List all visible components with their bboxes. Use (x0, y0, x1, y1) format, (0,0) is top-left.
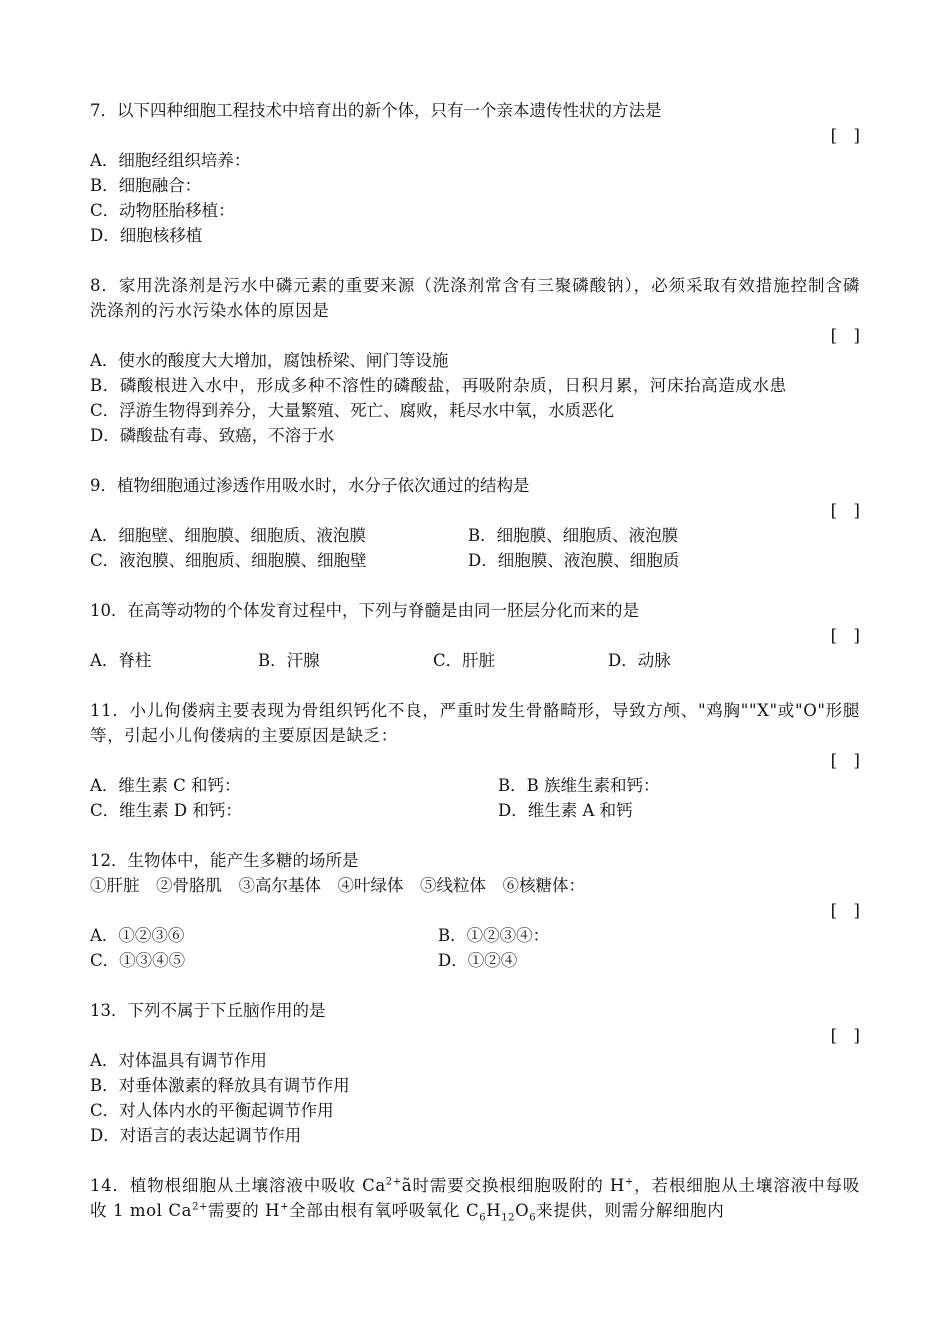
question-9 (90, 473, 860, 573)
question-stem: 10．在高等动物的个体发育过程中，下列与脊髓是由同一胚层分化而来的是 (90, 601, 639, 620)
answer-bracket: [ ] (830, 501, 860, 520)
option-c: C．对人体内水的平衡起调节作用 (90, 1101, 334, 1120)
question-stem: 11．小儿佝偻病主要表现为骨组织钙化不良，严重时发生骨骼畸形，导致方颅、"鸡胸""X"或"O"形腿等，引起小儿佝偻病的主要原因是缺乏： (90, 701, 860, 745)
answer-bracket: [ ] (830, 626, 860, 645)
option-a: A．细胞经组织培养： (90, 151, 251, 170)
question-8 (90, 273, 860, 448)
option-c: C．液泡膜、细胞质、细胞膜、细胞壁 (90, 551, 367, 570)
option-a: A．使水的酸度大大增加，腐蚀桥梁、闸门等设施 (90, 351, 449, 370)
question-7 (90, 98, 860, 248)
option-d: D．对语言的表达起调节作用 (90, 1126, 302, 1145)
option-d: D．细胞膜、液泡膜、细胞质 (468, 551, 680, 570)
option-b: B．细胞膜、细胞质、液泡膜 (468, 526, 679, 545)
option-c: C．浮游生物得到养分，大量繁殖、死亡、腐败，耗尽水中氧，水质恶化 (90, 401, 615, 420)
option-b: B．细胞融合： (90, 176, 202, 195)
option-a: A．①②③⑥ (90, 926, 185, 945)
question-stem: 8．家用洗涤剂是污水中磷元素的重要来源（洗涤剂常含有三聚磷酸钠），必须采取有效措施控制含磷洗涤剂的污水污染水体的原因是 (90, 276, 860, 320)
answer-bracket: [ ] (830, 126, 860, 145)
question-stem: 14．植物根细胞从土壤溶液中吸收 $Ca^{2+}ã$时需要交换根细胞吸附的 H+，若根细胞从土壤溶液中每吸收 1 mol $Ca^{2+}$需要的 H+全部由根有氧呼吸氧化 $C_6H_{12}O_6$来提供，则需分解细胞内 (90, 1176, 860, 1224)
option-c: C．动物胚胎移植： (90, 201, 235, 220)
answer-bracket: [ ] (830, 751, 860, 770)
option-a: A．对体温具有调节作用 (90, 1051, 267, 1070)
exam-page (90, 98, 860, 1223)
option-a: A．维生素 C 和钙： (90, 776, 241, 795)
option-d: D．①②④ (438, 951, 518, 970)
answer-bracket: [ ] (830, 901, 860, 920)
option-b: B．①②③④： (438, 926, 550, 945)
question-stem: 12．生物体中，能产生多糖的场所是 (90, 851, 359, 870)
option-c: C．①③④⑤ (90, 951, 186, 970)
option-c: C．维生素 D 和钙： (90, 801, 242, 820)
question-14 (90, 1173, 860, 1223)
question-stem: 13．下列不属于下丘脑作用的是 (90, 1001, 326, 1020)
option-a: A．脊柱 (90, 651, 152, 670)
option-d: D．细胞核移植 (90, 226, 203, 245)
option-b: B．磷酸根进入水中，形成多种不溶性的磷酸盐，再吸附杂质，日积月累，河床抬高造成水患 (90, 376, 787, 395)
answer-bracket: [ ] (830, 326, 860, 345)
option-a: A．细胞壁、细胞膜、细胞质、液泡膜 (90, 526, 366, 545)
question-13 (90, 998, 860, 1148)
option-d: D．动脉 (608, 651, 671, 670)
option-b: B．汗腺 (258, 651, 320, 670)
option-b: B．B 族维生素和钙： (498, 776, 660, 795)
question-11 (90, 698, 860, 823)
question-stem: 9．植物细胞通过渗透作用吸水时，水分子依次通过的结构是 (90, 476, 530, 495)
option-d: D．磷酸盐有毒、致癌，不溶于水 (90, 426, 335, 445)
question-stem: 7．以下四种细胞工程技术中培育出的新个体，只有一个亲本遗传性状的方法是 (90, 101, 662, 120)
option-d: D．维生素 A 和钙 (498, 801, 633, 820)
question-items: ①肝脏 ②骨胳肌 ③高尔基体 ④叶绿体 ⑤线粒体 ⑥核糖体： (90, 876, 585, 895)
option-c: C．肝脏 (433, 651, 496, 670)
question-12 (90, 848, 860, 973)
answer-bracket: [ ] (830, 1026, 860, 1045)
question-10 (90, 598, 860, 673)
option-b: B．对垂体激素的释放具有调节作用 (90, 1076, 350, 1095)
